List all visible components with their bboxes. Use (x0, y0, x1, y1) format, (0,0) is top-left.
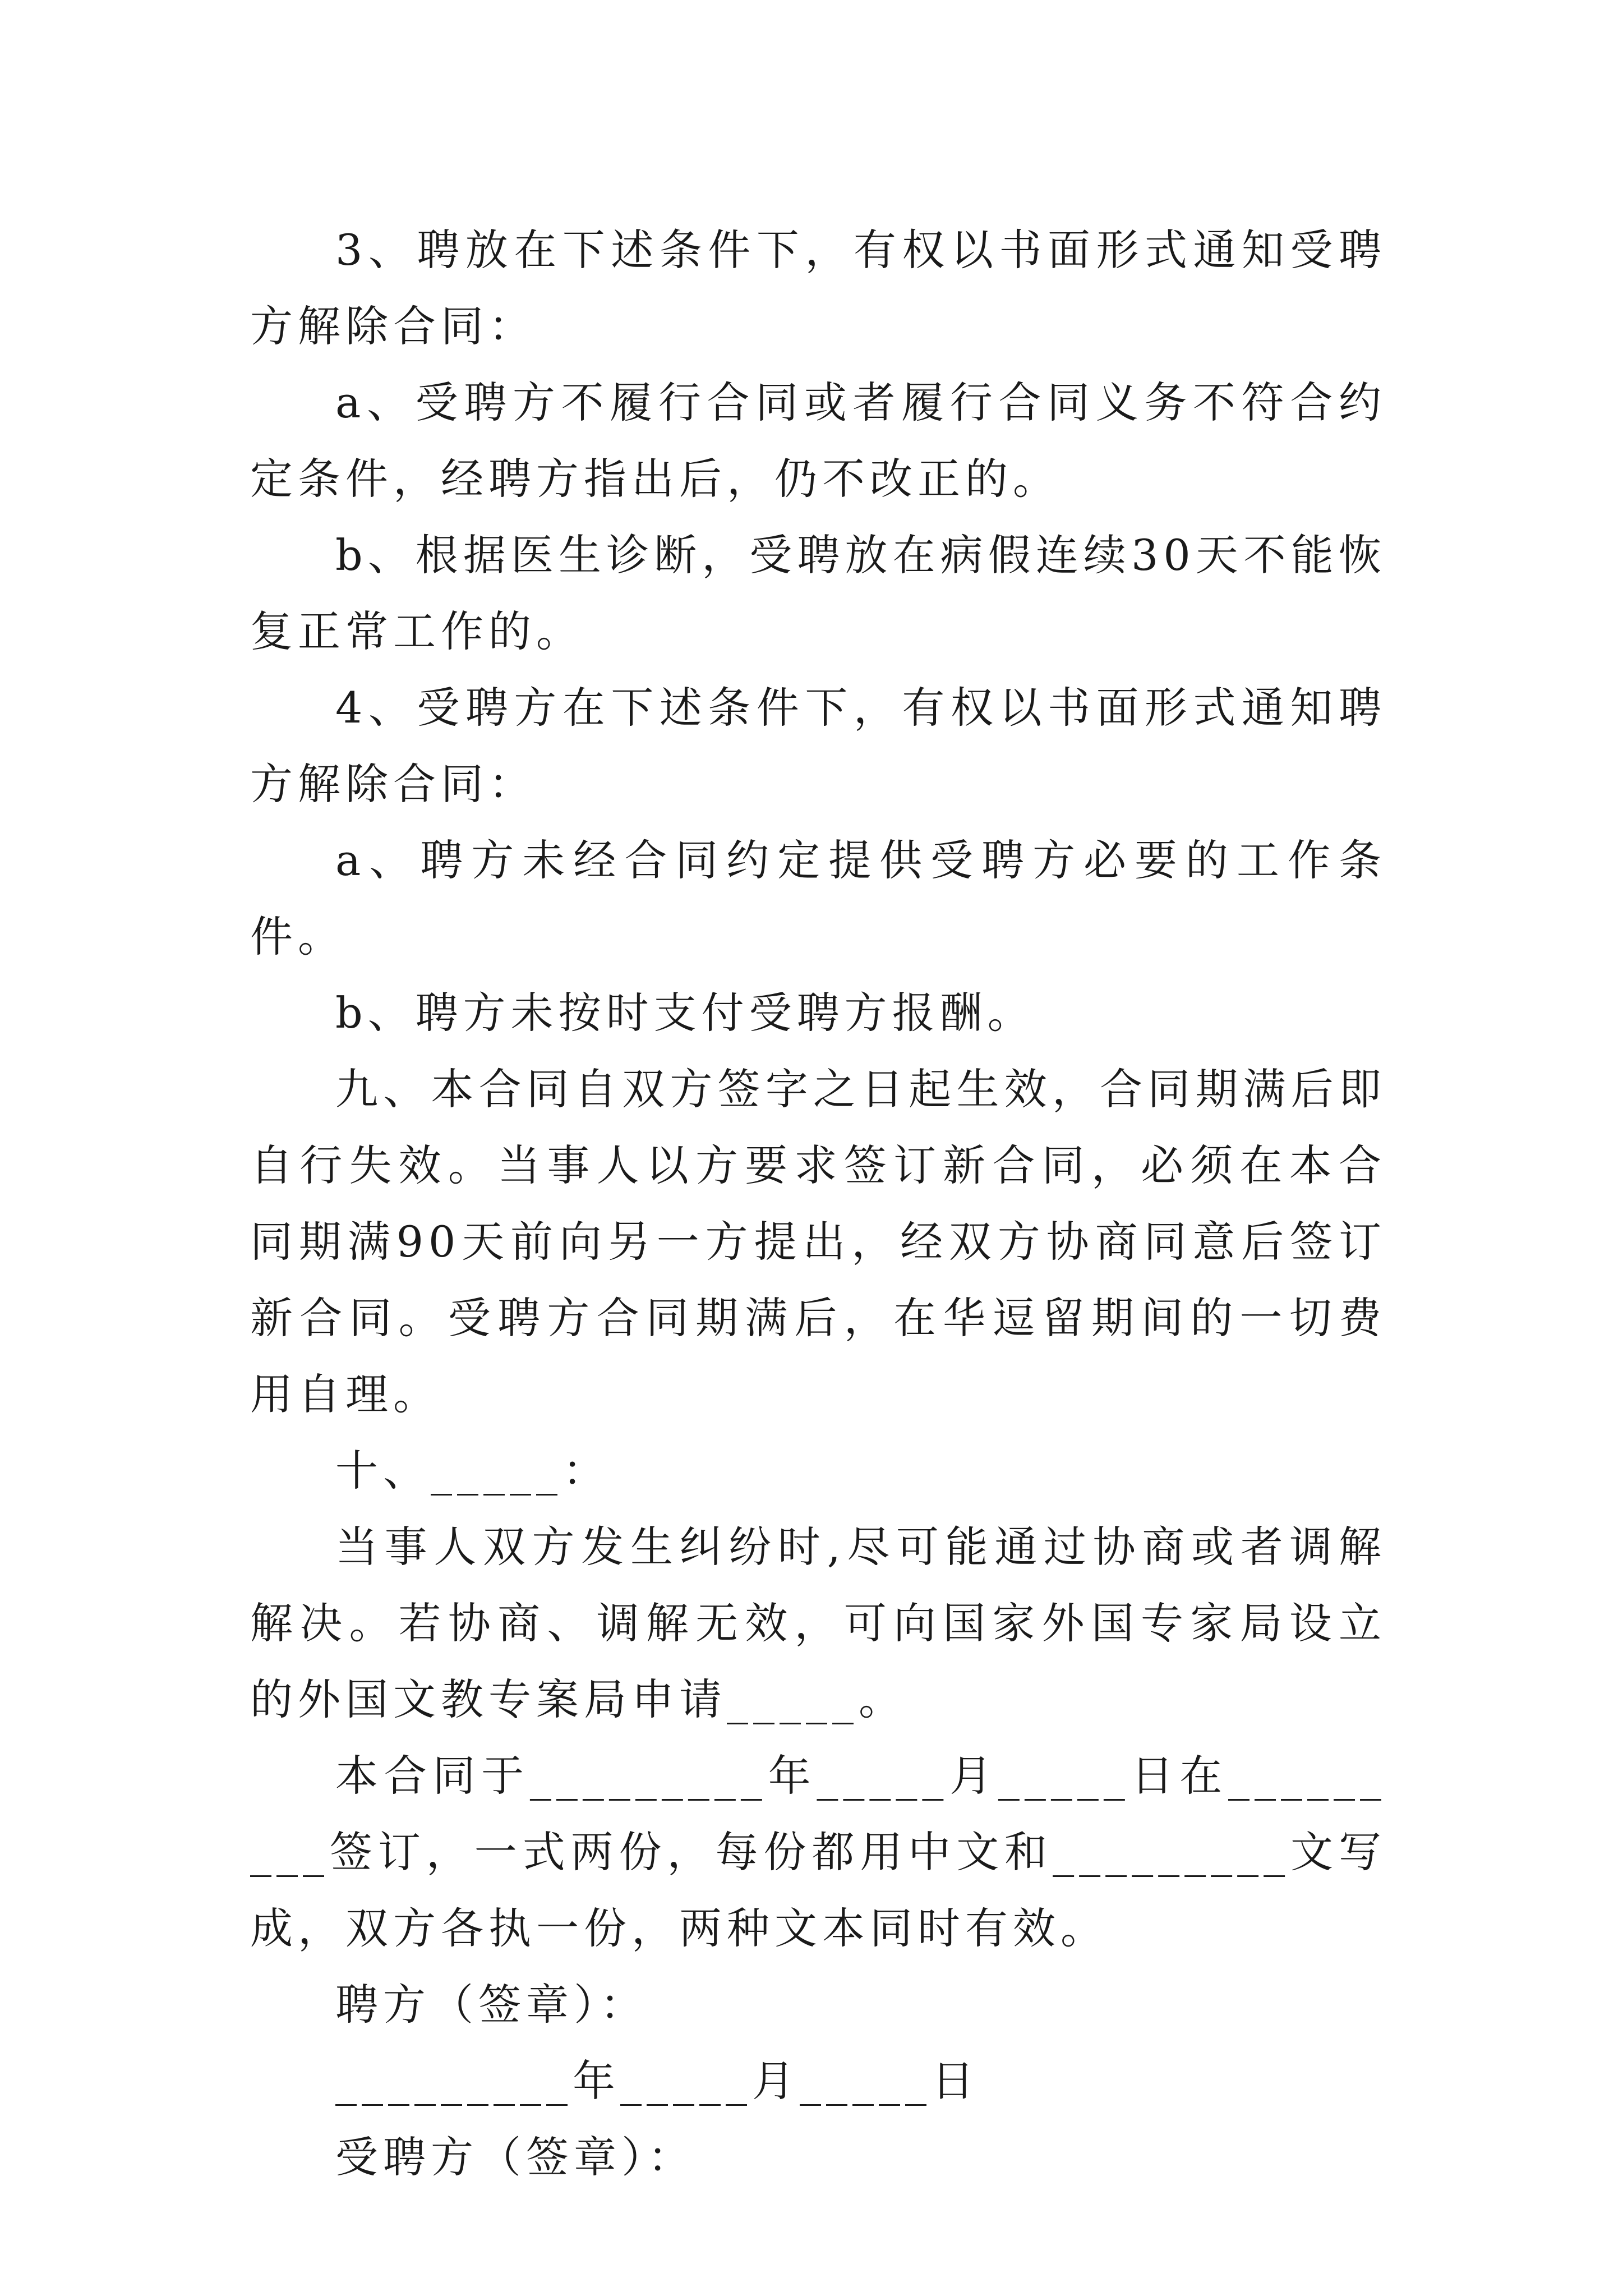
clause-4-paragraph: 4、受聘方在下述条件下，有权以书面形式通知聘方解除合同： (250, 683, 1386, 809)
employer-signature-date: _________年_____月_____日 (335, 2056, 979, 2106)
clause-4a-paragraph: a、聘方未经合同约定提供受聘方必要的工作条件。 (250, 835, 1386, 961)
employer-signature-label: 聘方（签章）： (335, 1980, 648, 2030)
clause-4b-paragraph: b、聘方未按时支付受聘方报酬。 (335, 988, 1035, 1038)
dispute-resolution-paragraph: 当事人双方发生纠纷时,尽可能通过协商或者调解解决。若协商、调解无效，可向国家外国专家局设立的外国文教专案局申请_____。 (250, 1522, 1386, 1724)
document-body (250, 212, 1386, 2196)
clause-3-paragraph: 3、聘放在下述条件下，有权以书面形式通知受聘方解除合同： (250, 225, 1386, 351)
employee-signature-label: 受聘方（签章）： (335, 2132, 695, 2182)
article-9-paragraph: 九、本合同自双方签字之日起生效，合同期满后即自行失效。当事人以方要求签订新合同，必须在本合同期满90天前向另一方提出，经双方协商同意后签订新合同。受聘方合同期满后，在华逗留期间的一切费用自理。 (250, 1064, 1386, 1419)
article-10-heading: 十、_____： (335, 1446, 610, 1496)
clause-3a-paragraph: a、受聘方不履行合同或者履行合同义务不符合约定条件，经聘方指出后，仍不改正的。 (250, 378, 1386, 504)
clause-3b-paragraph: b、根据医生诊断，受聘放在病假连续30天不能恢复正常工作的。 (250, 530, 1386, 656)
signing-details-paragraph: 本合同于_________年_____月_____日在_________签订，一式两份，每份都用中文和_________文写成，双方各执一份，两种文本同时有效。 (250, 1751, 1386, 1953)
